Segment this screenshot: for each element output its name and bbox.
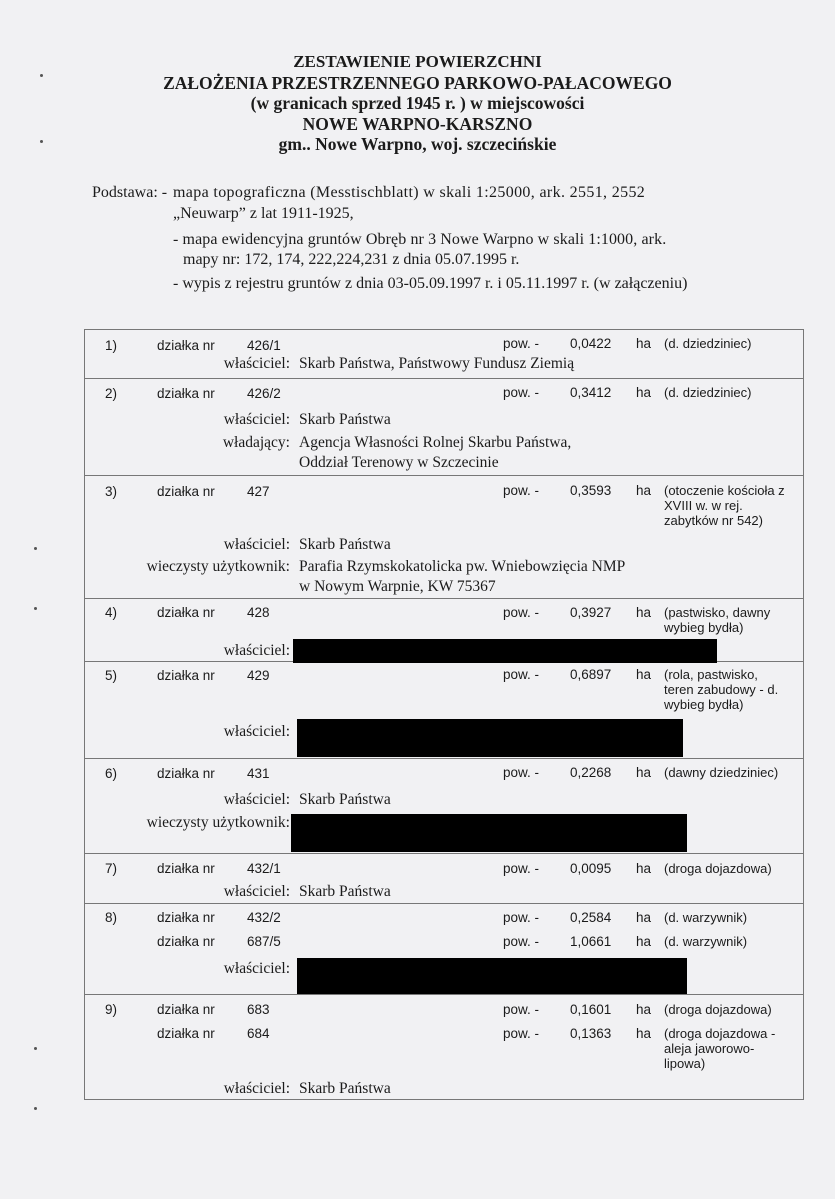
area-unit: ha [636, 765, 652, 780]
perpetual-user-value: w Nowym Warpnie, KW 75367 [299, 578, 496, 595]
binder-hole-mark [34, 1107, 37, 1110]
row-number: 3) [105, 484, 118, 499]
area-label: pow. - [503, 483, 540, 498]
parcel-number: 687/5 [247, 934, 281, 949]
binder-hole-mark [34, 547, 37, 550]
area-unit: ha [636, 1002, 652, 1017]
owner-value: Skarb Państwa [299, 411, 391, 428]
owner-value: Skarb Państwa [299, 536, 391, 553]
area-label: pow. - [503, 336, 540, 351]
area-value: 0,1601 [570, 1002, 612, 1017]
area-unit: ha [636, 667, 652, 682]
area-label: pow. - [503, 605, 540, 620]
redaction-bar [297, 958, 687, 994]
manager-value: Oddział Terenowy w Szczecinie [299, 454, 499, 471]
parcel-note: (d. dziedziniec) [664, 336, 752, 351]
row-number: 4) [105, 605, 118, 620]
area-unit: ha [636, 1026, 652, 1041]
parcel-table [84, 329, 804, 1100]
area-label: pow. - [503, 910, 540, 925]
parcel-label: działka nr [157, 605, 215, 620]
area-label: pow. - [503, 667, 540, 682]
row-number: 2) [105, 386, 118, 401]
row-divider [85, 378, 803, 379]
area-unit: ha [636, 336, 652, 351]
binder-hole-mark [34, 1047, 37, 1050]
area-unit: ha [636, 861, 652, 876]
document-title [0, 52, 835, 155]
parcel-number: 431 [247, 766, 270, 781]
parcel-note: (pastwisko, dawny wybieg bydła) [664, 605, 771, 635]
area-value: 0,2584 [570, 910, 612, 925]
area-value: 0,0095 [570, 861, 612, 876]
parcel-number: 432/2 [247, 910, 281, 925]
parcel-label: działka nr [157, 484, 215, 499]
parcel-label: działka nr [157, 668, 215, 683]
parcel-label: działka nr [157, 934, 215, 949]
parcel-number: 428 [247, 605, 270, 620]
owner-label: właściciel: [223, 536, 290, 553]
title-line: ZAŁOŻENIA PRZESTRZENNEGO PARKOWO-PAŁACOWEGO [163, 72, 672, 93]
row-divider [85, 598, 803, 599]
area-value: 0,3593 [570, 483, 612, 498]
parcel-label: działka nr [157, 766, 215, 781]
row-number: 7) [105, 861, 118, 876]
parcel-note: (dawny dziedziniec) [664, 765, 779, 780]
row-divider [85, 853, 803, 854]
manager-value: Agencja Własności Rolnej Skarbu Państwa, [299, 434, 572, 451]
owner-label: właściciel: [223, 883, 290, 900]
binder-hole-mark [34, 607, 37, 610]
owner-label: właściciel: [223, 1080, 290, 1097]
row-divider [85, 994, 803, 995]
area-label: pow. - [503, 385, 540, 400]
row-number: 8) [105, 910, 118, 925]
owner-label: właściciel: [223, 355, 290, 372]
area-value: 0,1363 [570, 1026, 612, 1041]
area-value: 1,0661 [570, 934, 612, 949]
parcel-label: działka nr [157, 386, 215, 401]
perpetual-user-label: wieczysty użytkownik: [146, 814, 290, 831]
parcel-number: 427 [247, 484, 270, 499]
basis-text: - mapa ewidencyjna gruntów Obręb nr 3 Nowe Warpno w skali 1:1000, ark. [173, 231, 667, 248]
owner-label: właściciel: [223, 411, 290, 428]
parcel-number: 432/1 [247, 861, 281, 876]
parcel-number: 683 [247, 1002, 270, 1017]
area-unit: ha [636, 483, 652, 498]
parcel-label: działka nr [157, 1026, 215, 1041]
area-label: pow. - [503, 934, 540, 949]
area-label: pow. - [503, 861, 540, 876]
row-divider [85, 903, 803, 904]
area-value: 0,0422 [570, 336, 612, 351]
owner-value: Skarb Państwa, Państwowy Fundusz Ziemią [299, 355, 575, 372]
area-unit: ha [636, 385, 652, 400]
owner-label: właściciel: [223, 723, 290, 740]
owner-label: właściciel: [223, 960, 290, 977]
area-value: 0,6897 [570, 667, 612, 682]
parcel-label: działka nr [157, 1002, 215, 1017]
parcel-note: (droga dojazdowa) [664, 1002, 772, 1017]
basis-text: „Neuwarp” z lat 1911-1925, [173, 205, 354, 222]
basis-text: mapa topograficzna (Messtischblatt) w skali 1:25000, ark. 2551, 2552 [173, 184, 646, 201]
owner-value: Skarb Państwa [299, 883, 391, 900]
area-unit: ha [636, 934, 652, 949]
area-label: pow. - [503, 765, 540, 780]
row-number: 1) [105, 338, 118, 353]
owner-value: Skarb Państwa [299, 1080, 391, 1097]
parcel-number: 426/2 [247, 386, 281, 401]
parcel-note: (rola, pastwisko, teren zabudowy - d. wybieg bydła) [664, 667, 779, 712]
area-value: 0,2268 [570, 765, 612, 780]
title-line: NOWE WARPNO-KARSZNO [302, 113, 533, 134]
parcel-note: (d. dziedziniec) [664, 385, 752, 400]
parcel-note: (otoczenie kościoła z XVIII w. w rej. zabytków nr 542) [664, 483, 785, 528]
row-number: 9) [105, 1002, 118, 1017]
row-number: 6) [105, 766, 118, 781]
area-value: 0,3412 [570, 385, 612, 400]
basis-text: mapy nr: 172, 174, 222,224,231 z dnia 05.07.1995 r. [183, 251, 520, 268]
owner-value: Skarb Państwa [299, 791, 391, 808]
perpetual-user-value: Parafia Rzymskokatolicka pw. Wniebowzięcia NMP [299, 558, 626, 575]
redaction-bar [291, 814, 687, 852]
redaction-bar [297, 719, 683, 757]
basis-text: - wypis z rejestru gruntów z dnia 03-05.09.1997 r. i 05.11.1997 r. (w załączeniu) [173, 275, 688, 292]
parcel-label: działka nr [157, 338, 215, 353]
parcel-number: 426/1 [247, 338, 281, 353]
area-unit: ha [636, 910, 652, 925]
title-line: ZESTAWIENIE POWIERZCHNI [293, 52, 542, 71]
parcel-label: działka nr [157, 861, 215, 876]
parcel-note: (droga dojazdowa) [664, 861, 772, 876]
area-unit: ha [636, 605, 652, 620]
basis-prefix: Podstawa: - [92, 184, 168, 201]
row-divider [85, 758, 803, 759]
area-value: 0,3927 [570, 605, 612, 620]
row-number: 5) [105, 668, 118, 683]
parcel-label: działka nr [157, 910, 215, 925]
parcel-number: 684 [247, 1026, 270, 1041]
area-label: pow. - [503, 1002, 540, 1017]
parcel-number: 429 [247, 668, 270, 683]
redaction-bar [293, 639, 717, 663]
owner-label: właściciel: [223, 791, 290, 808]
perpetual-user-label: wieczysty użytkownik: [146, 558, 290, 575]
row-divider [85, 475, 803, 476]
parcel-note: (d. warzywnik) [664, 934, 748, 949]
parcel-note: (droga dojazdowa - aleja jaworowo-lipowa) [664, 1026, 776, 1071]
manager-label: władający: [222, 434, 290, 451]
title-line: gm.. Nowe Warpno, woj. szczecińskie [278, 134, 557, 154]
parcel-note: (d. warzywnik) [664, 910, 748, 925]
title-line: (w granicach sprzed 1945 r. ) w miejscowości [250, 93, 585, 113]
area-label: pow. - [503, 1026, 540, 1041]
owner-label: właściciel: [223, 642, 290, 659]
